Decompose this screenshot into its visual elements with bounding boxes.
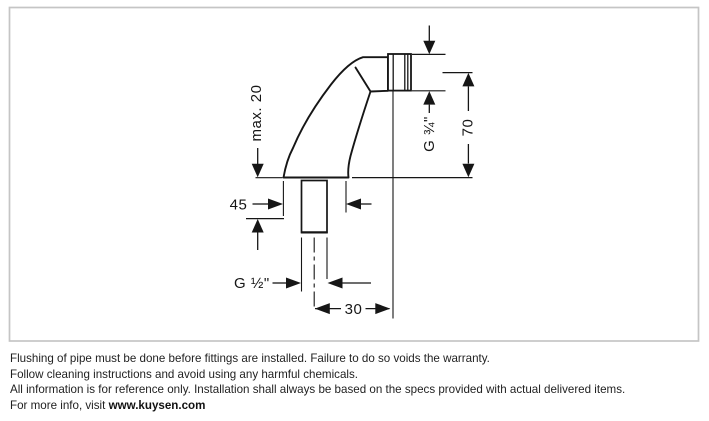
label-base-width: 45 [229,196,248,214]
website-text: www.kuysen.com [108,399,206,413]
footer-notes [10,351,702,414]
label-inlet-thread: G ½" [234,275,270,292]
note-cleaning: Follow cleaning instructions and avoid using any harmful chemicals. [10,367,358,381]
label-outlet-thread: G ¾" [420,116,438,152]
label-bottom-offset: 30 [344,300,363,318]
outlet-connector [388,54,411,91]
label-max-depth: max. 20 [247,84,265,142]
drawing-frame [10,8,699,342]
inlet-stem-body [302,181,328,233]
note-reference: All information is for reference only. Installation shall always be based on the specs provided with actual delivered items. [10,383,626,397]
more-info-prefix: For more info, visit [10,399,109,413]
note-flushing: Flushing of pipe must be done before fittings are installed. Failure to do so voids the warranty. [10,352,490,365]
note-more-info [10,398,702,414]
label-height: 70 [459,118,477,137]
